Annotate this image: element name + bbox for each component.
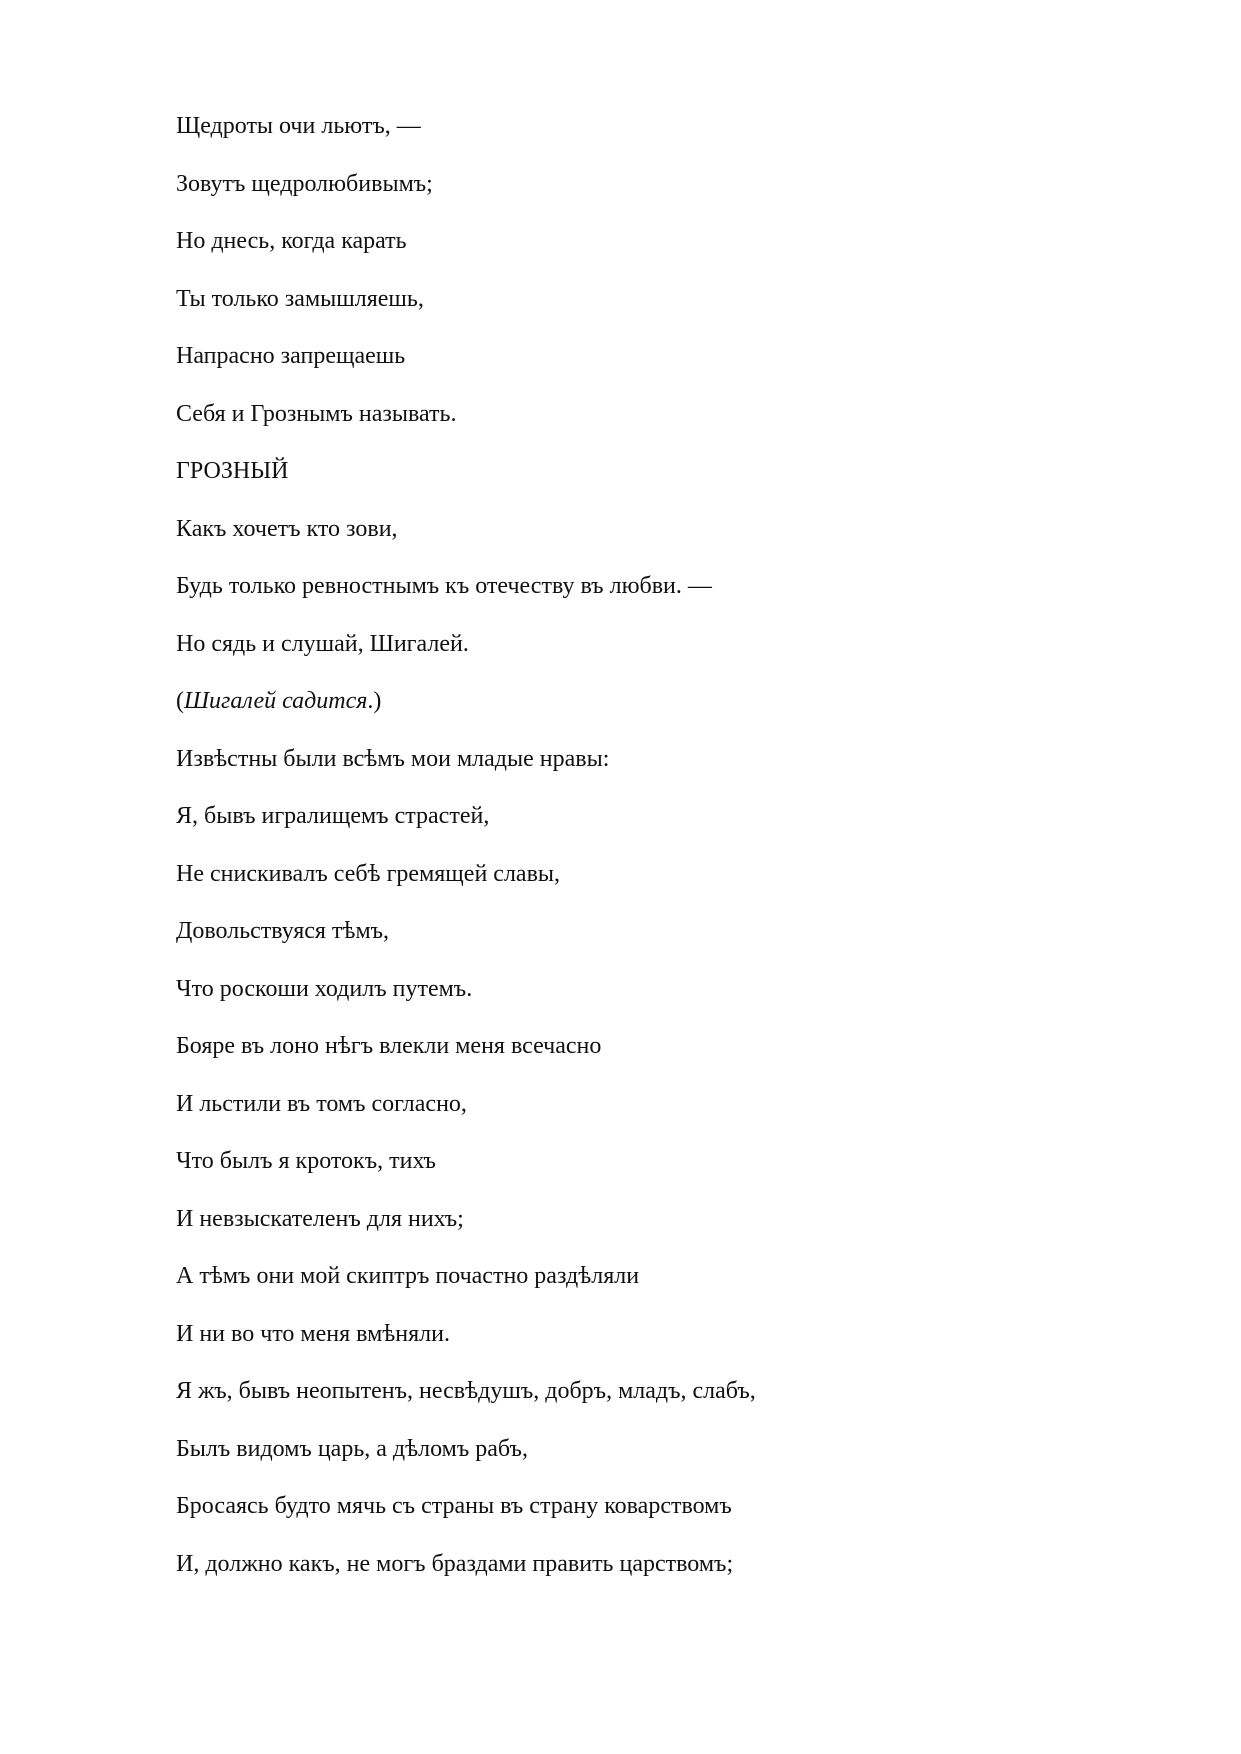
verse-line: Зовутъ щедролюбивымъ;	[176, 170, 433, 197]
stage-direction-close: .)	[367, 688, 382, 714]
verse-line: Бросаясь будто мячь съ страны въ страну коварствомъ	[176, 1493, 732, 1519]
verse-line: И ни во что меня вмѣняли.	[176, 1320, 450, 1347]
verse-line: Извѣстны были всѣмъ мои младые нравы:	[176, 745, 610, 772]
verse-line: Что былъ я кротокъ, тихъ	[176, 1148, 436, 1174]
verse-line: Будь только ревностнымъ къ отечеству въ любви. —	[176, 573, 712, 599]
verse-text	[176, 111, 1176, 1606]
verse-line: А тѣмъ они мой скиптръ почастно раздѣляли	[176, 1263, 640, 1289]
verse-line: Но днесь, когда карать	[176, 228, 407, 254]
verse-line: Щедроты очи льютъ, —	[176, 113, 421, 139]
verse-line: Былъ видомъ царь, а дѣломъ рабъ,	[176, 1435, 528, 1462]
verse-line: Себя и Грознымъ называть.	[176, 400, 457, 427]
verse-line: И невзыскателенъ для нихъ;	[176, 1205, 464, 1232]
verse-line: Ты только замышляешь,	[176, 285, 424, 312]
verse-line: Напрасно запрещаешь	[176, 343, 406, 369]
verse-line: Что роскоши ходилъ путемъ.	[176, 975, 473, 1002]
verse-line: И льстили въ томъ согласно,	[176, 1090, 467, 1117]
verse-line: Я жъ, бывъ неопытенъ, несвѣдушъ, добръ, младъ, слабъ,	[176, 1378, 756, 1404]
verse-line: Не снискивалъ себѣ гремящей славы,	[176, 860, 561, 887]
verse-line: Но сядь и слушай, Шигалей.	[176, 630, 469, 657]
stage-direction	[176, 686, 1176, 716]
stage-direction-text: Шигалей садится	[184, 688, 368, 714]
verse-line: И, должно какъ, не могъ браздами править царствомъ;	[176, 1550, 734, 1577]
verse-line: Я, бывъ игралищемъ страстей,	[176, 803, 490, 829]
stage-direction-open: (	[176, 688, 184, 714]
verse-line: Какъ хочетъ кто зови,	[176, 515, 398, 542]
speaker-name: ГРОЗНЫЙ	[176, 458, 289, 484]
verse-line: Бояре въ лоно нѣгъ влекли меня всечасно	[176, 1033, 602, 1059]
verse-line: Довольствуяся тѣмъ,	[176, 918, 390, 944]
